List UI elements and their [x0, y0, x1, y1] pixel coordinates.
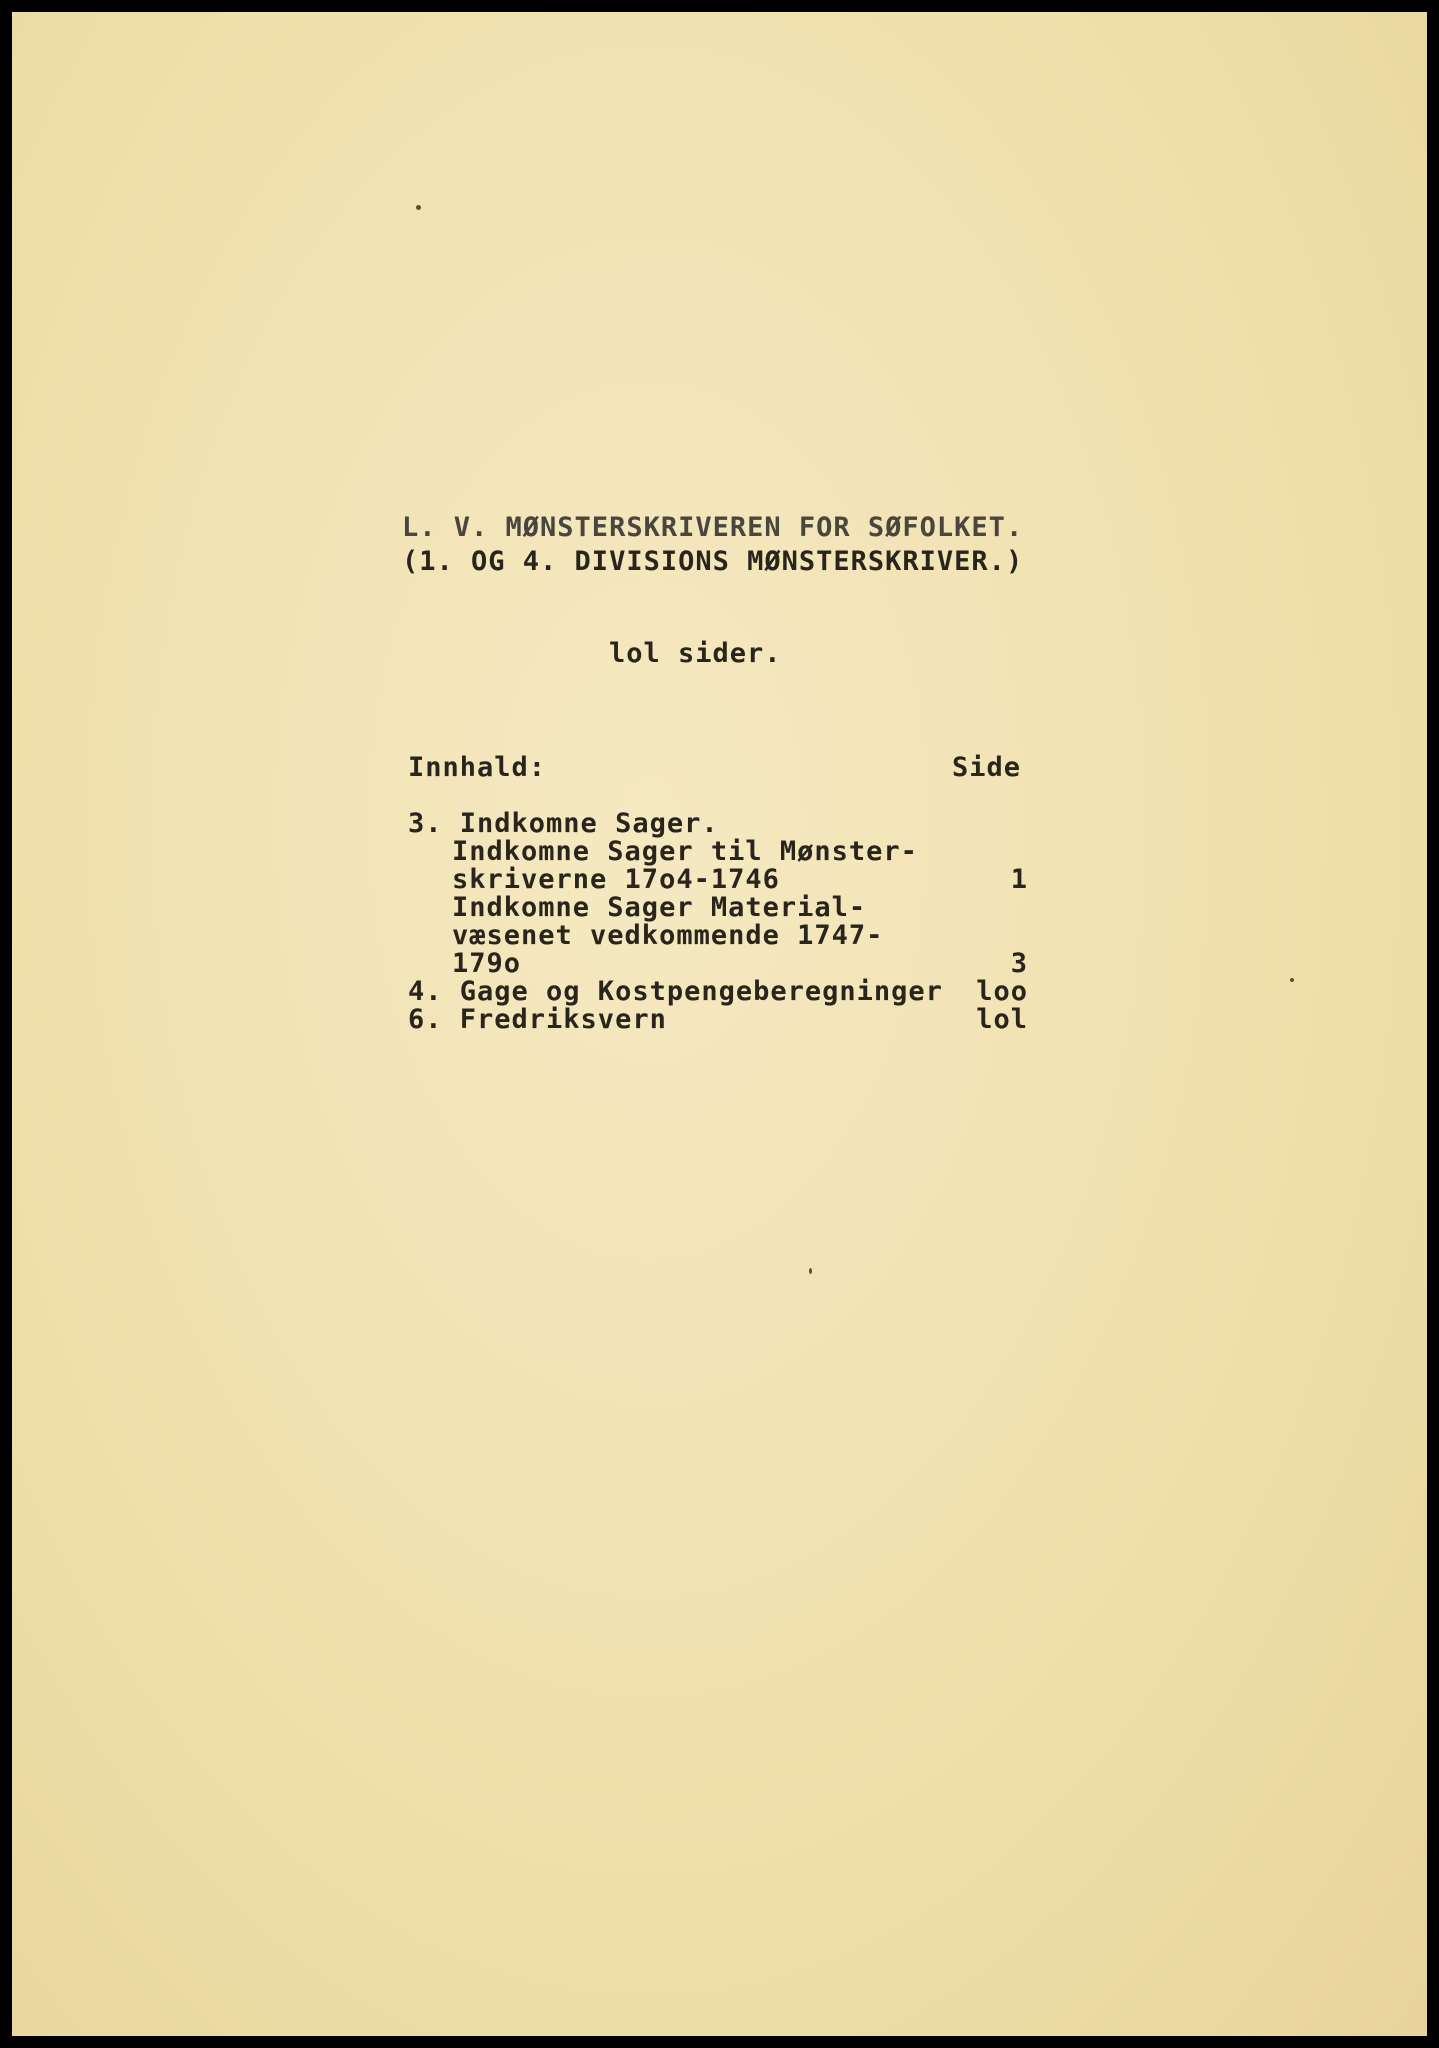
- toc-entry-text: 4. Gage og Kostpengeberegninger: [408, 976, 943, 1007]
- toc-side-label: Side: [952, 752, 1022, 783]
- toc-row: [408, 920, 1028, 951]
- toc-row: [408, 948, 1028, 979]
- paper-speck: [1290, 978, 1294, 982]
- toc-entry-text: skriverne 17o4-1746: [452, 864, 780, 895]
- toc-entry-page: 3: [1010, 948, 1028, 979]
- toc-row: [408, 808, 1028, 839]
- toc-row: [408, 836, 1028, 867]
- toc-entry-page: lol: [976, 1004, 1028, 1035]
- toc-entry-text: 6. Fredriksvern: [408, 1004, 667, 1035]
- toc-label: Innhald:: [408, 752, 547, 783]
- toc-row: [408, 976, 1028, 1007]
- page-count: lol sider.: [609, 638, 782, 669]
- toc-entry-text: Indkomne Sager Material-: [452, 892, 867, 923]
- toc-entry-text: 3. Indkomne Sager.: [408, 808, 719, 839]
- toc-entry-text: Indkomne Sager til Mønster-: [452, 836, 918, 867]
- document-page: [12, 12, 1427, 2036]
- table-of-contents: [408, 808, 1028, 1035]
- header-line-2: (1. OG 4. DIVISIONS MØNSTERSKRIVER.): [402, 546, 1024, 577]
- paper-speck: [416, 205, 421, 210]
- header-line-1: L. V. MØNSTERSKRIVEREN FOR SØFOLKET.: [402, 512, 1024, 543]
- toc-entry-text: 179o: [452, 948, 522, 979]
- paper-speck: [809, 1268, 812, 1274]
- toc-entry-page: 1: [1010, 864, 1028, 895]
- toc-row: [408, 892, 1028, 923]
- toc-row: [408, 864, 1028, 895]
- toc-row: [408, 1004, 1028, 1035]
- toc-entry-page: loo: [976, 976, 1028, 1007]
- toc-entry-text: væsenet vedkommende 1747-: [452, 920, 884, 951]
